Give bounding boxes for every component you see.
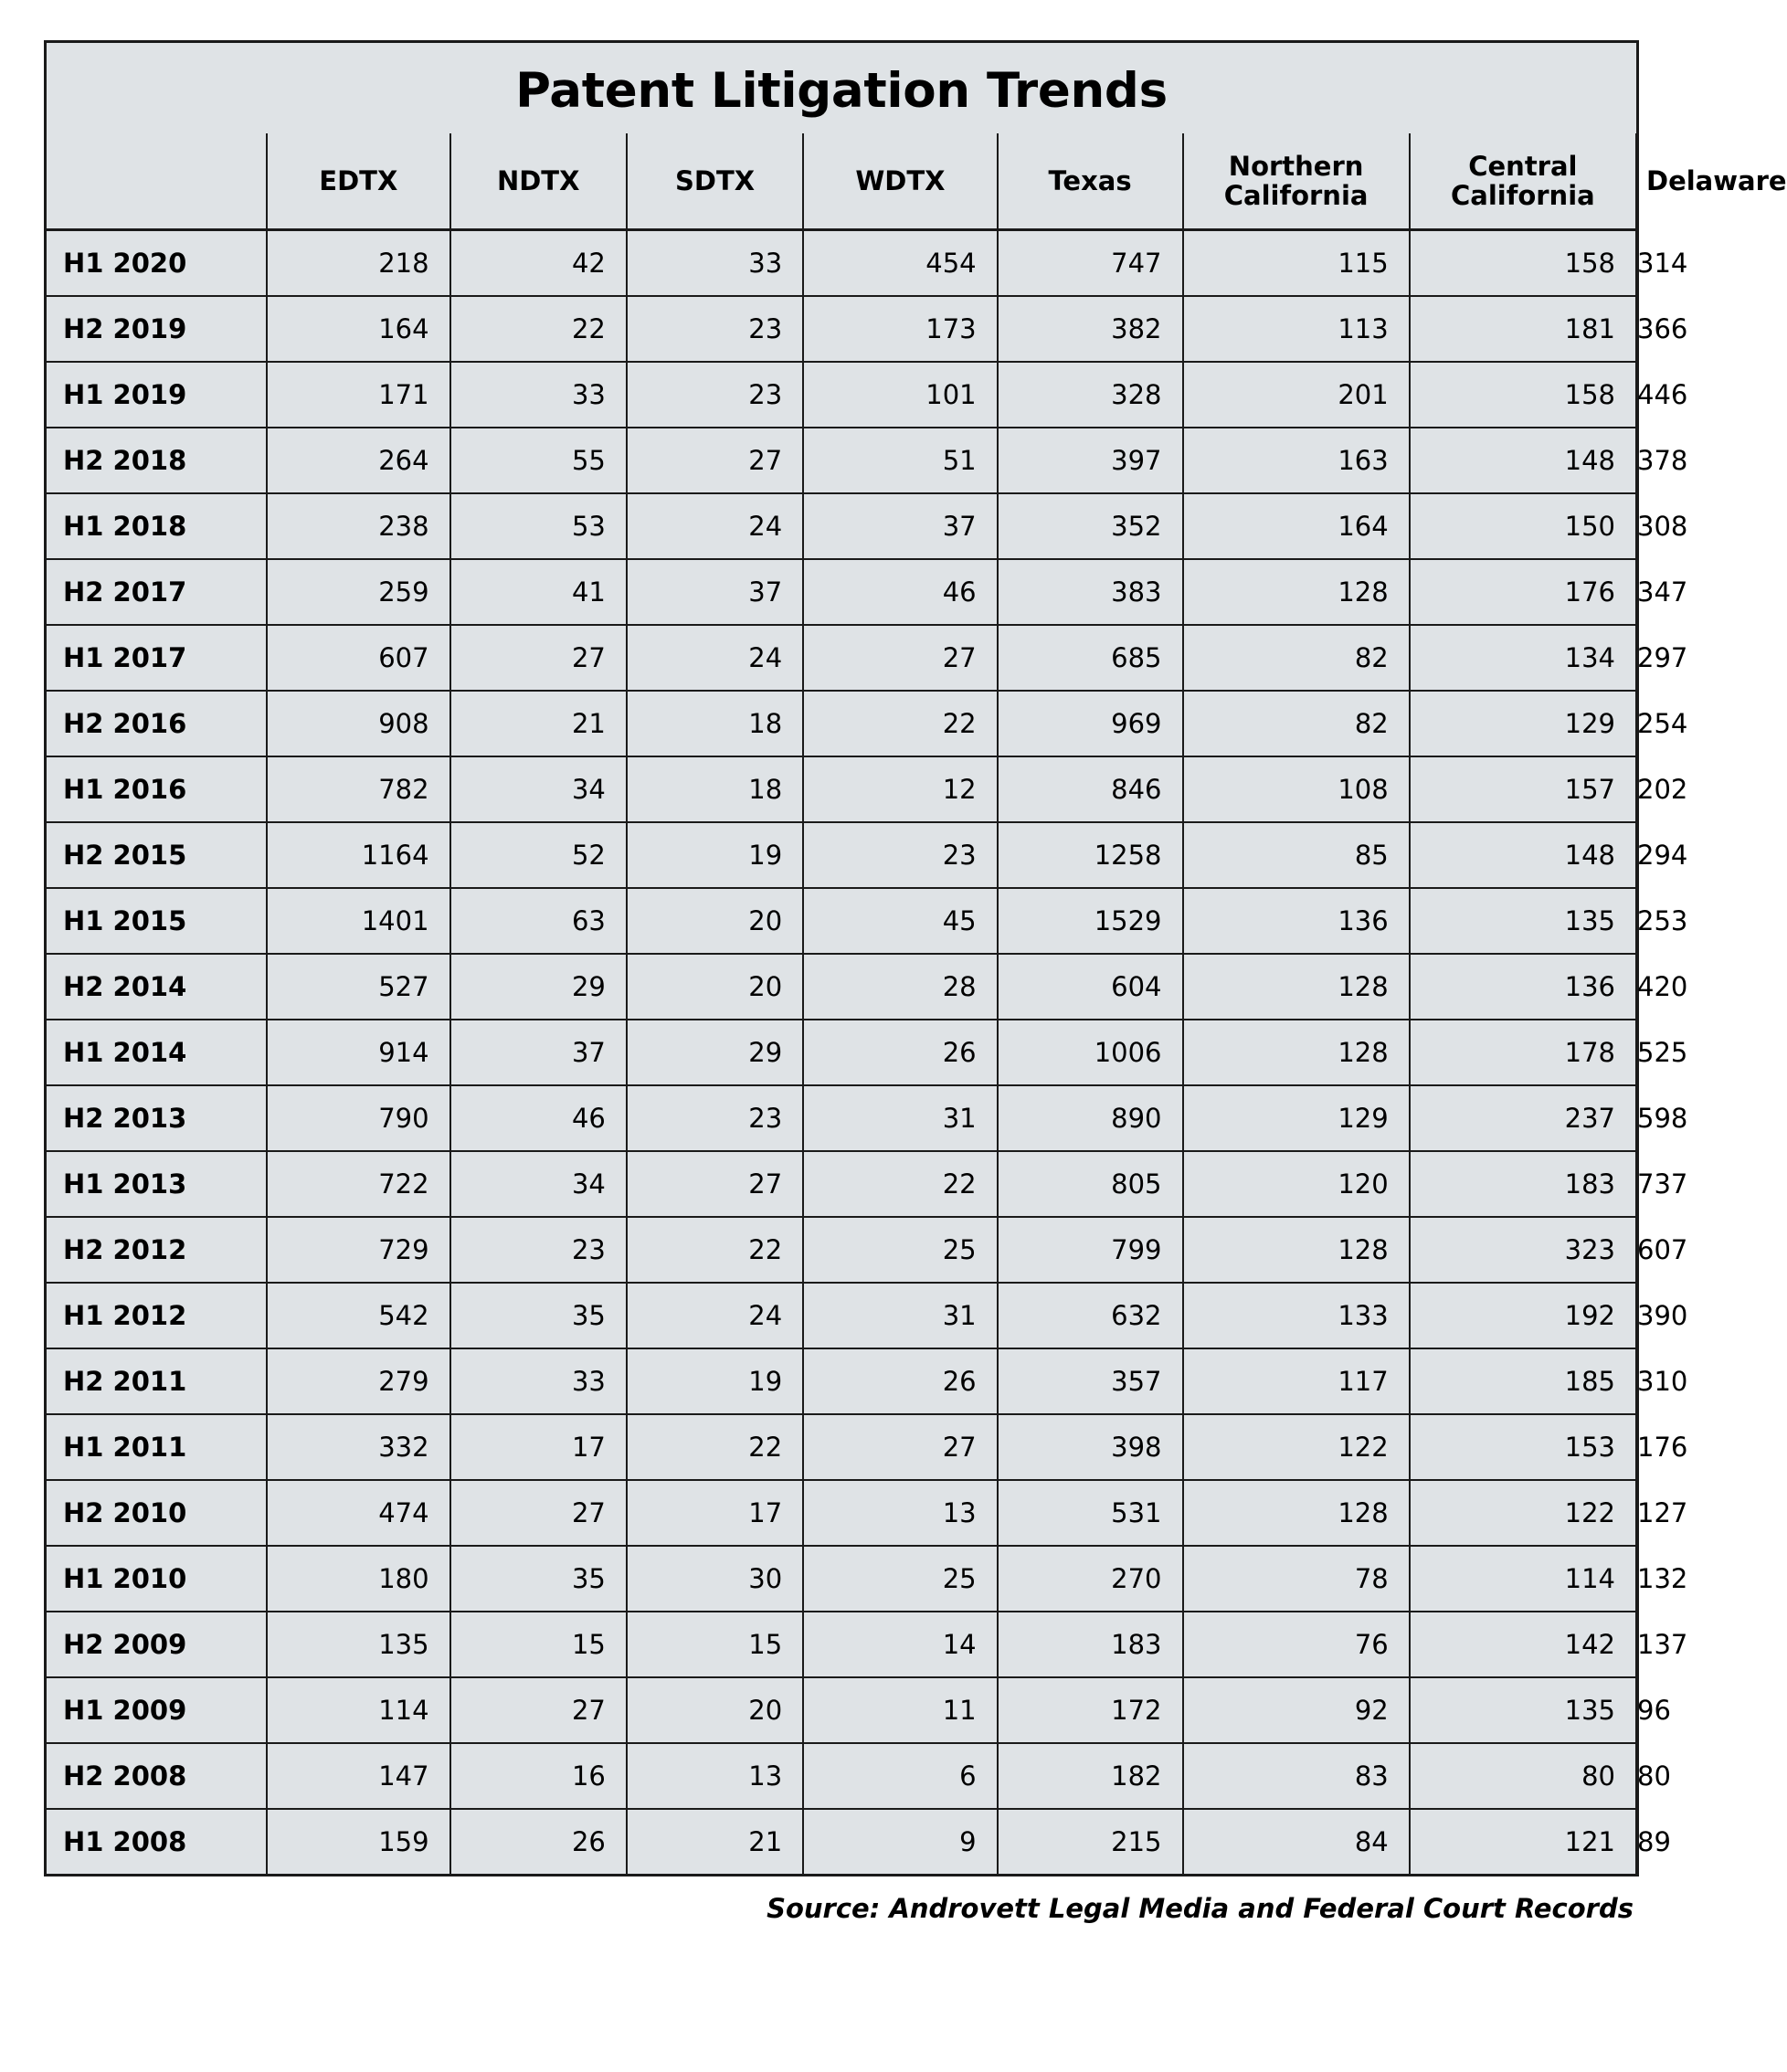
table-cell: 27 — [627, 428, 803, 493]
table-cell: 1006 — [998, 1020, 1183, 1085]
table-cell: 115 — [1183, 230, 1410, 297]
row-header-period: H2 2015 — [47, 822, 267, 888]
table-cell: 78 — [1183, 1546, 1410, 1612]
table-cell: 35 — [450, 1546, 627, 1612]
table-cell: 192 — [1410, 1283, 1636, 1348]
table-cell: 133 — [1183, 1283, 1410, 1348]
table-cell: 135 — [267, 1612, 449, 1677]
row-header-period: H2 2008 — [47, 1743, 267, 1809]
table-row: H2 2009 135 15 15 14 183 76 142 137 — [47, 1612, 1636, 1677]
table-cell: 114 — [267, 1677, 449, 1743]
table-cell: 158 — [1410, 230, 1636, 297]
table-row: H1 2014 914 37 29 26 1006 128 178 525 — [47, 1020, 1636, 1085]
table-cell: 531 — [998, 1480, 1183, 1546]
table-cell: 180 — [267, 1546, 449, 1612]
table-cell: 46 — [803, 559, 997, 625]
table-cell: 45 — [803, 888, 997, 954]
row-header-period: H2 2018 — [47, 428, 267, 493]
table-cell: 279 — [267, 1348, 449, 1414]
table-cell: 382 — [998, 296, 1183, 362]
table-cell: 29 — [450, 954, 627, 1020]
table-cell: 21 — [627, 1809, 803, 1874]
table-cell: 1401 — [267, 888, 449, 954]
table-row: H2 2008 147 16 13 6 182 83 80 80 — [47, 1743, 1636, 1809]
table-cell: 914 — [267, 1020, 449, 1085]
table-cell: 18 — [627, 756, 803, 822]
table-cell: 120 — [1183, 1151, 1410, 1217]
table-cell: 6 — [803, 1743, 997, 1809]
table-row: H1 2016 782 34 18 12 846 108 157 202 — [47, 756, 1636, 822]
table-cell: 121 — [1410, 1809, 1636, 1874]
table-cell: 129 — [1410, 691, 1636, 756]
table-cell: 164 — [1183, 493, 1410, 559]
table-cell: 113 — [1183, 296, 1410, 362]
table-cell: 24 — [627, 625, 803, 691]
table-cell: 176 — [1410, 559, 1636, 625]
table-row: H1 2012 542 35 24 31 632 133 192 390 — [47, 1283, 1636, 1348]
litigation-table-container — [44, 40, 1787, 1876]
table-cell: 135 — [1410, 1677, 1636, 1743]
table-cell: 218 — [267, 230, 449, 297]
table-cell: 122 — [1410, 1480, 1636, 1546]
table-cell: 722 — [267, 1151, 449, 1217]
column-header-wdtx: WDTX — [803, 133, 997, 230]
table-cell: 31 — [803, 1085, 997, 1151]
row-header-period: H1 2012 — [47, 1283, 267, 1348]
column-header-edtx: EDTX — [267, 133, 449, 230]
row-header-period: H2 2019 — [47, 296, 267, 362]
table-row: H2 2014 527 29 20 28 604 128 136 420 — [47, 954, 1636, 1020]
table-cell: 790 — [267, 1085, 449, 1151]
table-cell: 25 — [803, 1546, 997, 1612]
table-cell: 474 — [267, 1480, 449, 1546]
row-header-period: H1 2010 — [47, 1546, 267, 1612]
table-cell: 398 — [998, 1414, 1183, 1480]
table-cell: 542 — [267, 1283, 449, 1348]
table-cell: 397 — [998, 428, 1183, 493]
table-cell: 148 — [1410, 822, 1636, 888]
table-cell: 264 — [267, 428, 449, 493]
row-header-period: H1 2013 — [47, 1151, 267, 1217]
table-cell: 357 — [998, 1348, 1183, 1414]
table-cell: 55 — [450, 428, 627, 493]
table-row: H1 2015 1401 63 20 45 1529 136 135 253 — [47, 888, 1636, 954]
table-cell: 108 — [1183, 756, 1410, 822]
table-cell: 101 — [803, 362, 997, 428]
table-cell: 969 — [998, 691, 1183, 756]
table-cell: 11 — [803, 1677, 997, 1743]
table-cell: 33 — [627, 230, 803, 297]
table-cell: 53 — [450, 493, 627, 559]
table-cell: 164 — [267, 296, 449, 362]
table-cell: 890 — [998, 1085, 1183, 1151]
column-header-period — [47, 133, 267, 230]
table-cell: 16 — [450, 1743, 627, 1809]
table-cell: 129 — [1183, 1085, 1410, 1151]
table-row: H2 2015 1164 52 19 23 1258 85 148 294 — [47, 822, 1636, 888]
table-cell: 33 — [450, 1348, 627, 1414]
row-header-period: H1 2016 — [47, 756, 267, 822]
row-header-period: H2 2009 — [47, 1612, 267, 1677]
table-cell: 84 — [1183, 1809, 1410, 1874]
table-row: H1 2011 332 17 22 27 398 122 153 176 — [47, 1414, 1636, 1480]
row-header-period: H1 2011 — [47, 1414, 267, 1480]
row-header-period: H1 2015 — [47, 888, 267, 954]
table-cell: 604 — [998, 954, 1183, 1020]
table-cell: 805 — [998, 1151, 1183, 1217]
table-cell: 27 — [803, 1414, 997, 1480]
table-cell: 34 — [450, 756, 627, 822]
table-row: H1 2008 159 26 21 9 215 84 121 89 — [47, 1809, 1636, 1874]
table-cell: 163 — [1183, 428, 1410, 493]
table-cell: 26 — [450, 1809, 627, 1874]
table-cell: 22 — [627, 1217, 803, 1283]
table-cell: 21 — [450, 691, 627, 756]
table-cell: 23 — [627, 362, 803, 428]
table-cell: 157 — [1410, 756, 1636, 822]
table-cell: 13 — [803, 1480, 997, 1546]
table-cell: 323 — [1410, 1217, 1636, 1283]
table-cell: 15 — [627, 1612, 803, 1677]
table-cell: 34 — [450, 1151, 627, 1217]
table-cell: 128 — [1183, 1480, 1410, 1546]
table-cell: 237 — [1410, 1085, 1636, 1151]
table-cell: 114 — [1410, 1546, 1636, 1612]
page-title: Patent Litigation Trends — [47, 43, 1636, 133]
table-cell: 171 — [267, 362, 449, 428]
table-row: H1 2020 218 42 33 454 747 115 158 314 — [47, 230, 1636, 297]
table-cell: 201 — [1183, 362, 1410, 428]
table-cell: 35 — [450, 1283, 627, 1348]
table-cell: 215 — [998, 1809, 1183, 1874]
table-cell: 92 — [1183, 1677, 1410, 1743]
table-row: H2 2019 164 22 23 173 382 113 181 366 — [47, 296, 1636, 362]
table-cell: 46 — [450, 1085, 627, 1151]
table-cell: 383 — [998, 559, 1183, 625]
source-note: Source: Androvett Legal Media and Federal Court Records — [767, 1893, 1634, 1924]
table-cell: 173 — [803, 296, 997, 362]
table-row: H1 2019 171 33 23 101 328 201 158 446 — [47, 362, 1636, 428]
table-cell: 12 — [803, 756, 997, 822]
table-cell: 22 — [627, 1414, 803, 1480]
table-row: H1 2018 238 53 24 37 352 164 150 308 — [47, 493, 1636, 559]
table-cell: 259 — [267, 559, 449, 625]
row-header-period: H1 2008 — [47, 1809, 267, 1874]
table-cell: 122 — [1183, 1414, 1410, 1480]
table-cell: 142 — [1410, 1612, 1636, 1677]
table-cell: 150 — [1410, 493, 1636, 559]
table-cell: 30 — [627, 1546, 803, 1612]
table-cell: 135 — [1410, 888, 1636, 954]
table-cell: 183 — [998, 1612, 1183, 1677]
table-body — [47, 230, 1688, 1875]
table-cell: 632 — [998, 1283, 1183, 1348]
table-row: H1 2013 722 34 27 22 805 120 183 737 — [47, 1151, 1636, 1217]
table-cell: 527 — [267, 954, 449, 1020]
table-cell: 183 — [1410, 1151, 1636, 1217]
table-cell: 352 — [998, 493, 1183, 559]
table-cell: 181 — [1410, 296, 1636, 362]
table-cell: 1164 — [267, 822, 449, 888]
table-cell: 20 — [627, 1677, 803, 1743]
table-row: H1 2010 180 35 30 25 270 78 114 132 — [47, 1546, 1636, 1612]
table-cell: 83 — [1183, 1743, 1410, 1809]
table-cell: 29 — [627, 1020, 803, 1085]
table-cell: 26 — [803, 1020, 997, 1085]
table-cell: 182 — [998, 1743, 1183, 1809]
table-cell: 37 — [450, 1020, 627, 1085]
table-cell: 23 — [627, 296, 803, 362]
table-cell: 24 — [627, 493, 803, 559]
table-cell: 82 — [1183, 691, 1410, 756]
row-header-period: H1 2019 — [47, 362, 267, 428]
column-header-texas: Texas — [998, 133, 1183, 230]
table-cell: 26 — [803, 1348, 997, 1414]
table-cell: 33 — [450, 362, 627, 428]
row-header-period: H1 2009 — [47, 1677, 267, 1743]
table-cell: 128 — [1183, 1217, 1410, 1283]
table-row: H2 2016 908 21 18 22 969 82 129 254 — [47, 691, 1636, 756]
table-cell: 63 — [450, 888, 627, 954]
table-cell: 185 — [1410, 1348, 1636, 1414]
table-cell: 1258 — [998, 822, 1183, 888]
table-cell: 20 — [627, 954, 803, 1020]
table-header — [47, 133, 1787, 230]
row-header-period: H1 2014 — [47, 1020, 267, 1085]
table-cell: 908 — [267, 691, 449, 756]
table-cell: 17 — [627, 1480, 803, 1546]
table-cell: 178 — [1410, 1020, 1636, 1085]
table-cell: 729 — [267, 1217, 449, 1283]
row-header-period: H2 2011 — [47, 1348, 267, 1414]
table-cell: 37 — [803, 493, 997, 559]
row-header-period: H2 2017 — [47, 559, 267, 625]
table-cell: 27 — [803, 625, 997, 691]
table-cell: 158 — [1410, 362, 1636, 428]
table-cell: 27 — [450, 1677, 627, 1743]
table-cell: 238 — [267, 493, 449, 559]
table-cell: 147 — [267, 1743, 449, 1809]
table-cell: 14 — [803, 1612, 997, 1677]
table-cell: 22 — [803, 1151, 997, 1217]
table-cell: 1529 — [998, 888, 1183, 954]
table-cell: 18 — [627, 691, 803, 756]
row-header-period: H2 2016 — [47, 691, 267, 756]
row-header-period: H1 2017 — [47, 625, 267, 691]
table-cell: 42 — [450, 230, 627, 297]
table-row: H1 2009 114 27 20 11 172 92 135 96 — [47, 1677, 1636, 1743]
column-header-ndtx: NDTX — [450, 133, 627, 230]
table-cell: 23 — [627, 1085, 803, 1151]
table-row: H2 2017 259 41 37 46 383 128 176 347 — [47, 559, 1636, 625]
table-cell: 332 — [267, 1414, 449, 1480]
column-header-central-california: Central California — [1410, 133, 1636, 230]
table-cell: 159 — [267, 1809, 449, 1874]
table-cell: 136 — [1410, 954, 1636, 1020]
table-row: H2 2018 264 55 27 51 397 163 148 378 — [47, 428, 1636, 493]
table-cell: 23 — [450, 1217, 627, 1283]
table-cell: 25 — [803, 1217, 997, 1283]
table-cell: 51 — [803, 428, 997, 493]
table-cell: 328 — [998, 362, 1183, 428]
table-cell: 76 — [1183, 1612, 1410, 1677]
table-cell: 41 — [450, 559, 627, 625]
table-cell: 28 — [803, 954, 997, 1020]
column-header-northern-california: Northern California — [1183, 133, 1410, 230]
patent-litigation-table — [47, 43, 1787, 1874]
table-cell: 172 — [998, 1677, 1183, 1743]
table-cell: 134 — [1410, 625, 1636, 691]
table-cell: 80 — [1410, 1743, 1636, 1809]
table-cell: 153 — [1410, 1414, 1636, 1480]
table-cell: 148 — [1410, 428, 1636, 493]
table-cell: 9 — [803, 1809, 997, 1874]
table-cell: 23 — [803, 822, 997, 888]
table-cell: 117 — [1183, 1348, 1410, 1414]
table-cell: 128 — [1183, 559, 1410, 625]
table-cell: 27 — [450, 1480, 627, 1546]
table-cell: 454 — [803, 230, 997, 297]
table-row: H2 2013 790 46 23 31 890 129 237 598 — [47, 1085, 1636, 1151]
row-header-period: H2 2010 — [47, 1480, 267, 1546]
table-cell: 20 — [627, 888, 803, 954]
table-row: H1 2017 607 27 24 27 685 82 134 297 — [47, 625, 1636, 691]
table-row: H2 2012 729 23 22 25 799 128 323 607 — [47, 1217, 1636, 1283]
table-cell: 846 — [998, 756, 1183, 822]
table-cell: 24 — [627, 1283, 803, 1348]
table-cell: 270 — [998, 1546, 1183, 1612]
row-header-period: H2 2012 — [47, 1217, 267, 1283]
table-cell: 128 — [1183, 954, 1410, 1020]
table-cell: 31 — [803, 1283, 997, 1348]
table-cell: 15 — [450, 1612, 627, 1677]
column-header-sdtx: SDTX — [627, 133, 803, 230]
table-cell: 82 — [1183, 625, 1410, 691]
row-header-period: H2 2014 — [47, 954, 267, 1020]
table-cell: 607 — [267, 625, 449, 691]
row-header-period: H2 2013 — [47, 1085, 267, 1151]
table-cell: 747 — [998, 230, 1183, 297]
table-cell: 782 — [267, 756, 449, 822]
table-cell: 136 — [1183, 888, 1410, 954]
table-cell: 85 — [1183, 822, 1410, 888]
table-row: H2 2011 279 33 19 26 357 117 185 310 — [47, 1348, 1636, 1414]
table-cell: 27 — [627, 1151, 803, 1217]
table-cell: 37 — [627, 559, 803, 625]
table-cell: 22 — [450, 296, 627, 362]
table-row: H2 2010 474 27 17 13 531 128 122 127 — [47, 1480, 1636, 1546]
table-cell: 22 — [803, 691, 997, 756]
table-cell: 19 — [627, 1348, 803, 1414]
table-cell: 128 — [1183, 1020, 1410, 1085]
header-row: EDTX NDTX SDTX WDTX Texas Northern California Central California Delaware — [47, 133, 1636, 230]
table-cell: 19 — [627, 822, 803, 888]
row-header-period: H1 2020 — [47, 230, 267, 297]
table-cell: 52 — [450, 822, 627, 888]
table-cell: 13 — [627, 1743, 803, 1809]
table-cell: 685 — [998, 625, 1183, 691]
row-header-period: H1 2018 — [47, 493, 267, 559]
table-cell: 17 — [450, 1414, 627, 1480]
table-cell: 799 — [998, 1217, 1183, 1283]
table-cell: 27 — [450, 625, 627, 691]
